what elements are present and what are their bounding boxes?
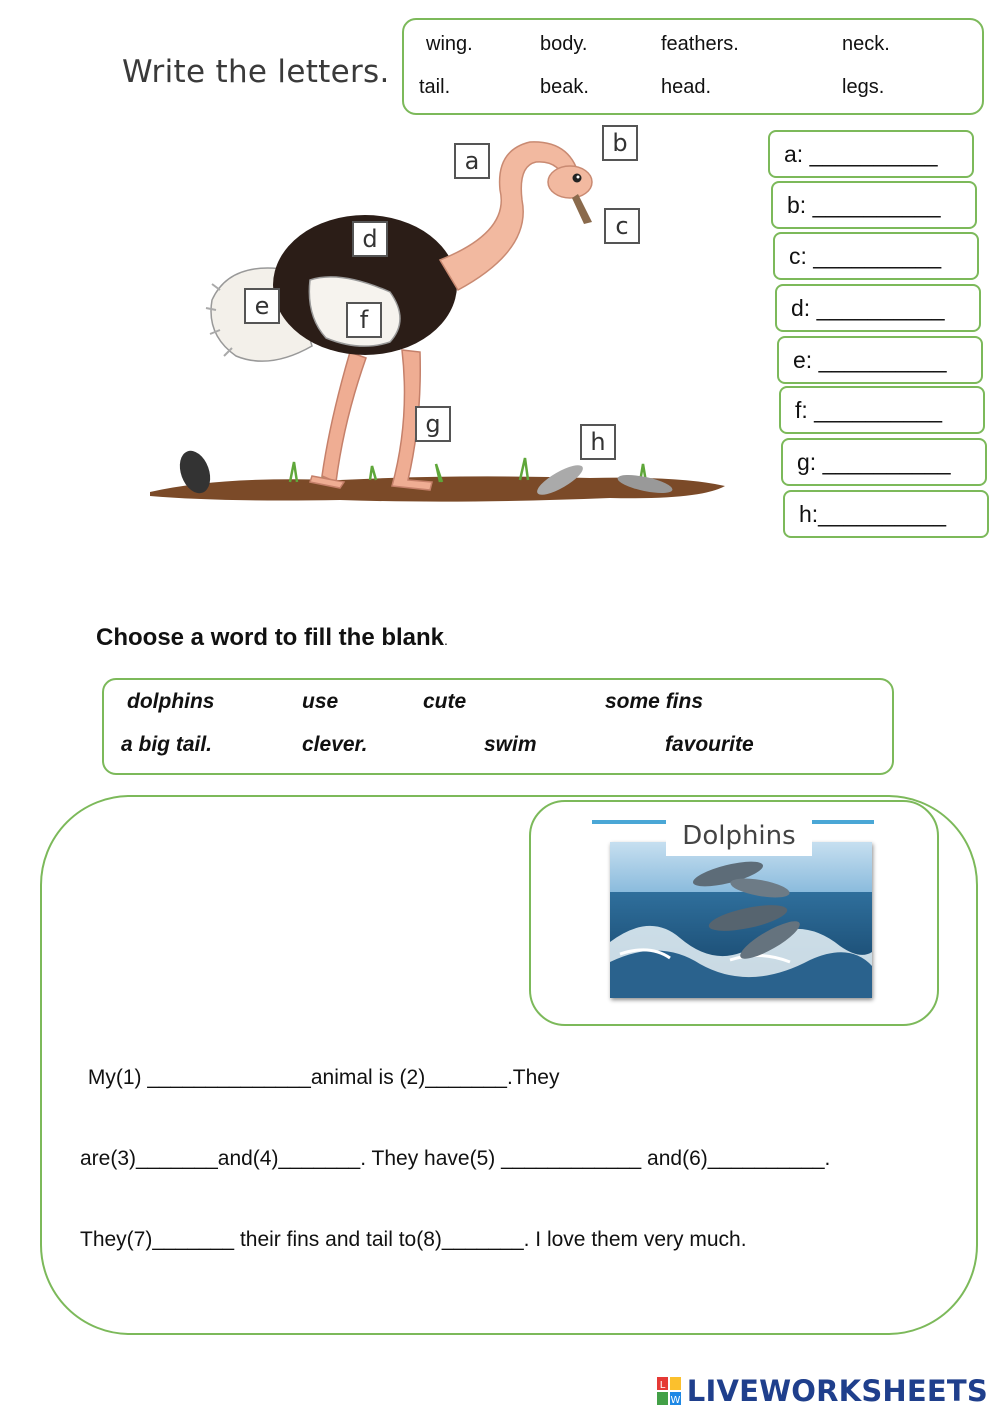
word-bank-item: neck. bbox=[842, 33, 890, 55]
answer-field-b[interactable]: b: __________ bbox=[771, 181, 977, 229]
paragraph-line-1: My(1) ______________animal is (2)_______.They bbox=[82, 1066, 560, 1089]
word-bank-item: legs. bbox=[842, 76, 885, 98]
part2-title-dot: . bbox=[444, 632, 448, 648]
answer-field-d[interactable]: d: __________ bbox=[775, 284, 981, 332]
ostrich-tag-h: h bbox=[580, 424, 616, 460]
word-bank-box-2 bbox=[102, 678, 894, 775]
word-bank-item: clever. bbox=[302, 733, 368, 756]
ostrich-tag-d: d bbox=[352, 221, 388, 257]
ostrich-tag-c: c bbox=[604, 208, 640, 244]
ostrich-tag-a: a bbox=[454, 143, 490, 179]
word-bank-item: beak. bbox=[540, 76, 589, 98]
word-bank-item: favourite bbox=[665, 733, 754, 756]
dolphin-photo bbox=[610, 842, 872, 998]
paragraph-line-3: They(7)_______ their fins and tail to(8)_______. I love them very much. bbox=[80, 1228, 747, 1251]
word-bank-item: head. bbox=[661, 76, 712, 98]
ostrich-tag-f: f bbox=[346, 302, 382, 338]
word-bank-item: a big tail. bbox=[121, 733, 213, 756]
title-bar-right bbox=[810, 820, 874, 824]
answer-field-h[interactable]: h:__________ bbox=[783, 490, 989, 538]
part1-title: Write the letters. bbox=[122, 54, 390, 90]
word-bank-item: use bbox=[302, 690, 339, 713]
liveworksheets-logo-text: LIVEWORKSHEETS bbox=[686, 1374, 988, 1408]
ostrich-illustration bbox=[140, 120, 740, 520]
word-bank-item: dolphins bbox=[127, 690, 215, 713]
word-bank-item: cute bbox=[423, 690, 467, 713]
title-bar-left bbox=[592, 820, 668, 824]
logo-icon-letter: W bbox=[670, 1395, 681, 1405]
ostrich-tag-e: e bbox=[244, 288, 280, 324]
answer-field-g[interactable]: g: __________ bbox=[781, 438, 987, 486]
answer-field-f[interactable]: f: __________ bbox=[779, 386, 985, 434]
word-bank-item: body. bbox=[540, 33, 588, 55]
dolphin-image-title: Dolphins bbox=[666, 816, 812, 856]
word-bank-item: wing. bbox=[426, 33, 473, 55]
ostrich-tag-b: b bbox=[602, 125, 638, 161]
word-bank-item: feathers. bbox=[661, 33, 739, 55]
word-bank-item: some fins bbox=[605, 690, 704, 713]
liveworksheets-logo bbox=[657, 1374, 988, 1408]
part2-title-text: Choose a word to fill the blank bbox=[96, 624, 445, 651]
answer-field-e[interactable]: e: __________ bbox=[777, 336, 983, 384]
word-bank-item: tail. bbox=[419, 76, 451, 98]
answer-field-c[interactable]: c: __________ bbox=[773, 232, 979, 280]
paragraph-line-2: are(3)_______and(4)_______. They have(5) ____________ and(6)__________. bbox=[80, 1147, 831, 1170]
liveworksheets-logo-icon bbox=[657, 1377, 681, 1405]
answer-field-a[interactable]: a: __________ bbox=[768, 130, 974, 178]
part2-title bbox=[96, 624, 448, 652]
word-bank-item: swim bbox=[484, 733, 537, 756]
logo-icon-letter: L bbox=[659, 1380, 666, 1391]
ostrich-tag-g: g bbox=[415, 406, 451, 442]
